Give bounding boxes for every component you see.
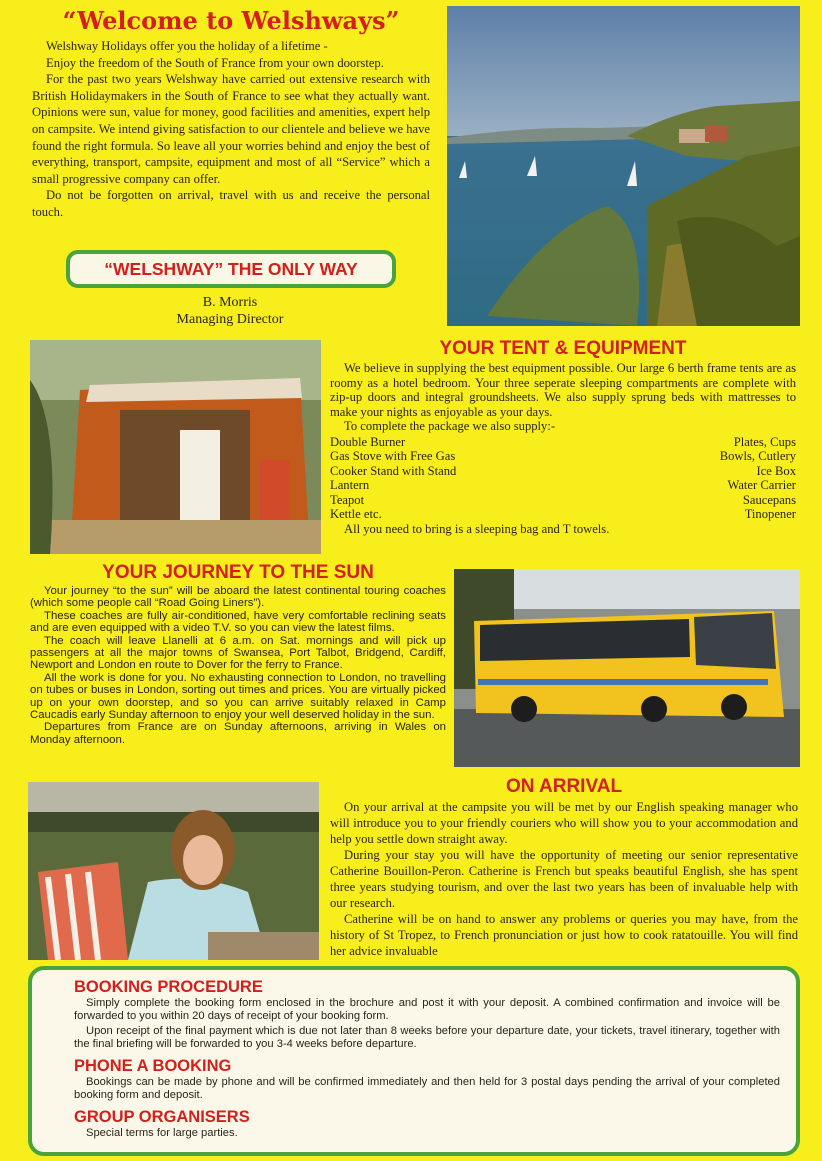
list-item: Tinopener bbox=[744, 507, 796, 522]
signature-block bbox=[140, 294, 320, 328]
list-item: Plates, Cups bbox=[733, 434, 796, 449]
journey-paragraph: Your journey “to the sun” will be aboard the latest continental touring coaches (which some people call “Road Going Liners”). bbox=[30, 585, 446, 610]
group-organisers-text: Special terms for large parties. bbox=[86, 1127, 238, 1139]
welcome-paragraph: Do not be forgotten on arrival, travel with us and receive the personal touch. bbox=[32, 188, 430, 219]
coastline-photo bbox=[447, 6, 800, 326]
slogan-banner bbox=[66, 250, 396, 288]
welcome-section bbox=[32, 6, 430, 221]
tent-equipment-section bbox=[330, 338, 796, 537]
journey-title: YOUR JOURNEY TO THE SUN bbox=[102, 562, 374, 583]
journey-section bbox=[30, 562, 446, 746]
list-item: Gas Stove with Free Gas bbox=[330, 449, 456, 464]
journey-paragraph: All the work is done for you. No exhausting connection to London, no travelling on tubes or buses in London, sorting out times and prices. You are virtually picked up on your own doorstep, and so you can arrive suitably relaxed in Camp Caucadis early Sunday afternoon to enjoy your well deserved holiday in the sun. bbox=[30, 671, 446, 722]
list-item: Saucepans bbox=[742, 492, 796, 507]
supply-list-left bbox=[330, 435, 456, 523]
booking-paragraph: Simply complete the booking form enclosed in the brochure and post it with your deposit. A combined confirmation and invoice will be forwarded to you within 20 days of receipt of your booking form. bbox=[74, 997, 780, 1022]
phone-booking-text: Bookings can be made by phone and will be confirmed immediately and then held for 3 postal days pending the arrival of your completed booking form and deposit. bbox=[74, 1076, 780, 1101]
booking-paragraph: Upon receipt of the final payment which is due not later than 8 weeks before your departure date, your tickets, travel itinerary, together with the final briefing will be forwarded to you 3-4 weeks before departure. bbox=[74, 1025, 780, 1050]
journey-paragraph: The coach will leave Llanelli at 6 a.m. on Sat. mornings and will pick up passengers at all the major towns of Swansea, Port Talbot, Bridgend, Cardiff, Newport and London en route to Dover for the ferry to France. bbox=[30, 634, 446, 672]
package-intro: To complete the package we also supply:- bbox=[344, 419, 556, 433]
signatory-name: B. Morris bbox=[202, 295, 258, 310]
signatory-title: Managing Director bbox=[176, 312, 284, 327]
tent-intro: We believe in supplying the best equipment possible. Our large 6 berth frame tents are as roomy as a hotel bedroom. Your three seperate sleeping compartments are complete with zip-up doors and integral groundsheets. We also supply sprung beds with mattresses to make your nights as enjoyable as your days. bbox=[330, 361, 796, 419]
welcome-paragraph: Welshway Holidays offer you the holiday of a lifetime - bbox=[46, 39, 328, 53]
list-item: Bowls, Cutlery bbox=[719, 449, 796, 464]
arrival-paragraph: On your arrival at the campsite you will be met by our English speaking manager who will introduce you to your friendly couriers who will show you to your accommodation and help you settle down straight away. bbox=[330, 800, 798, 846]
journey-paragraph: These coaches are fully air-conditioned, have very comfortable reclining seats and are even equipped with a video T.V. so you can view the latest films. bbox=[30, 609, 446, 635]
coach-photo bbox=[454, 569, 800, 767]
tent-title: YOUR TENT & EQUIPMENT bbox=[439, 338, 687, 359]
supply-list-right bbox=[720, 435, 796, 523]
journey-paragraph: Departures from France are on Sunday afternoons, arriving in Wales on Monday afternoon. bbox=[30, 721, 446, 746]
tent-interior-photo bbox=[30, 340, 321, 554]
welcome-title: “Welcome to Welshways” bbox=[62, 6, 400, 35]
group-organisers-title: GROUP ORGANISERS bbox=[74, 1108, 250, 1126]
tent-closing: All you need to bring is a sleeping bag and T towels. bbox=[344, 522, 610, 537]
arrival-paragraph: Catherine will be on hand to answer any problems or queries you may have, from the history of St Tropez, to French pronunciation or just how to cook ratatouille. You will find her advice invaluable bbox=[330, 912, 798, 958]
booking-title: BOOKING PROCEDURE bbox=[74, 978, 263, 996]
representative-photo bbox=[28, 782, 319, 960]
supply-list bbox=[330, 435, 796, 523]
list-item: Double Burner bbox=[330, 434, 406, 449]
list-item: Ice Box bbox=[756, 463, 796, 478]
list-item: Cooker Stand with Stand bbox=[330, 463, 457, 478]
arrival-paragraph: During your stay you will have the opportunity of meeting our senior representative Catherine Bouillon-Peron. Catherine is French but speaks beautiful English, she has spent three years studying tourism, and over the last two years has been of invaluable help with our research. bbox=[330, 848, 798, 910]
list-item: Lantern bbox=[330, 478, 370, 493]
slogan-text: “WELSHWAY” THE ONLY WAY bbox=[104, 258, 358, 279]
arrival-title: ON ARRIVAL bbox=[505, 776, 623, 797]
arrival-section bbox=[330, 776, 798, 959]
list-item: Water Carrier bbox=[727, 478, 796, 493]
phone-booking-title: PHONE A BOOKING bbox=[74, 1057, 232, 1075]
welcome-paragraph: Enjoy the freedom of the South of France from your own doorstep. bbox=[46, 55, 384, 70]
list-item: Teapot bbox=[330, 492, 365, 507]
list-item: Kettle etc. bbox=[330, 507, 382, 522]
welcome-paragraph: For the past two years Welshway have carried out extensive research with British Holidaymakers in the South of France to see what they actually want. Opinions were sun, value for money, good facilities and amenities, expert help on campsite. We intend giving satisfaction to our clientele and believe we have found the right formula. So leave all your worries behind and enjoy the best of everything, transport, campsite, equipment and most of all “Service” which a small progressive company can offer. bbox=[32, 72, 430, 186]
booking-info-box bbox=[28, 966, 800, 1156]
